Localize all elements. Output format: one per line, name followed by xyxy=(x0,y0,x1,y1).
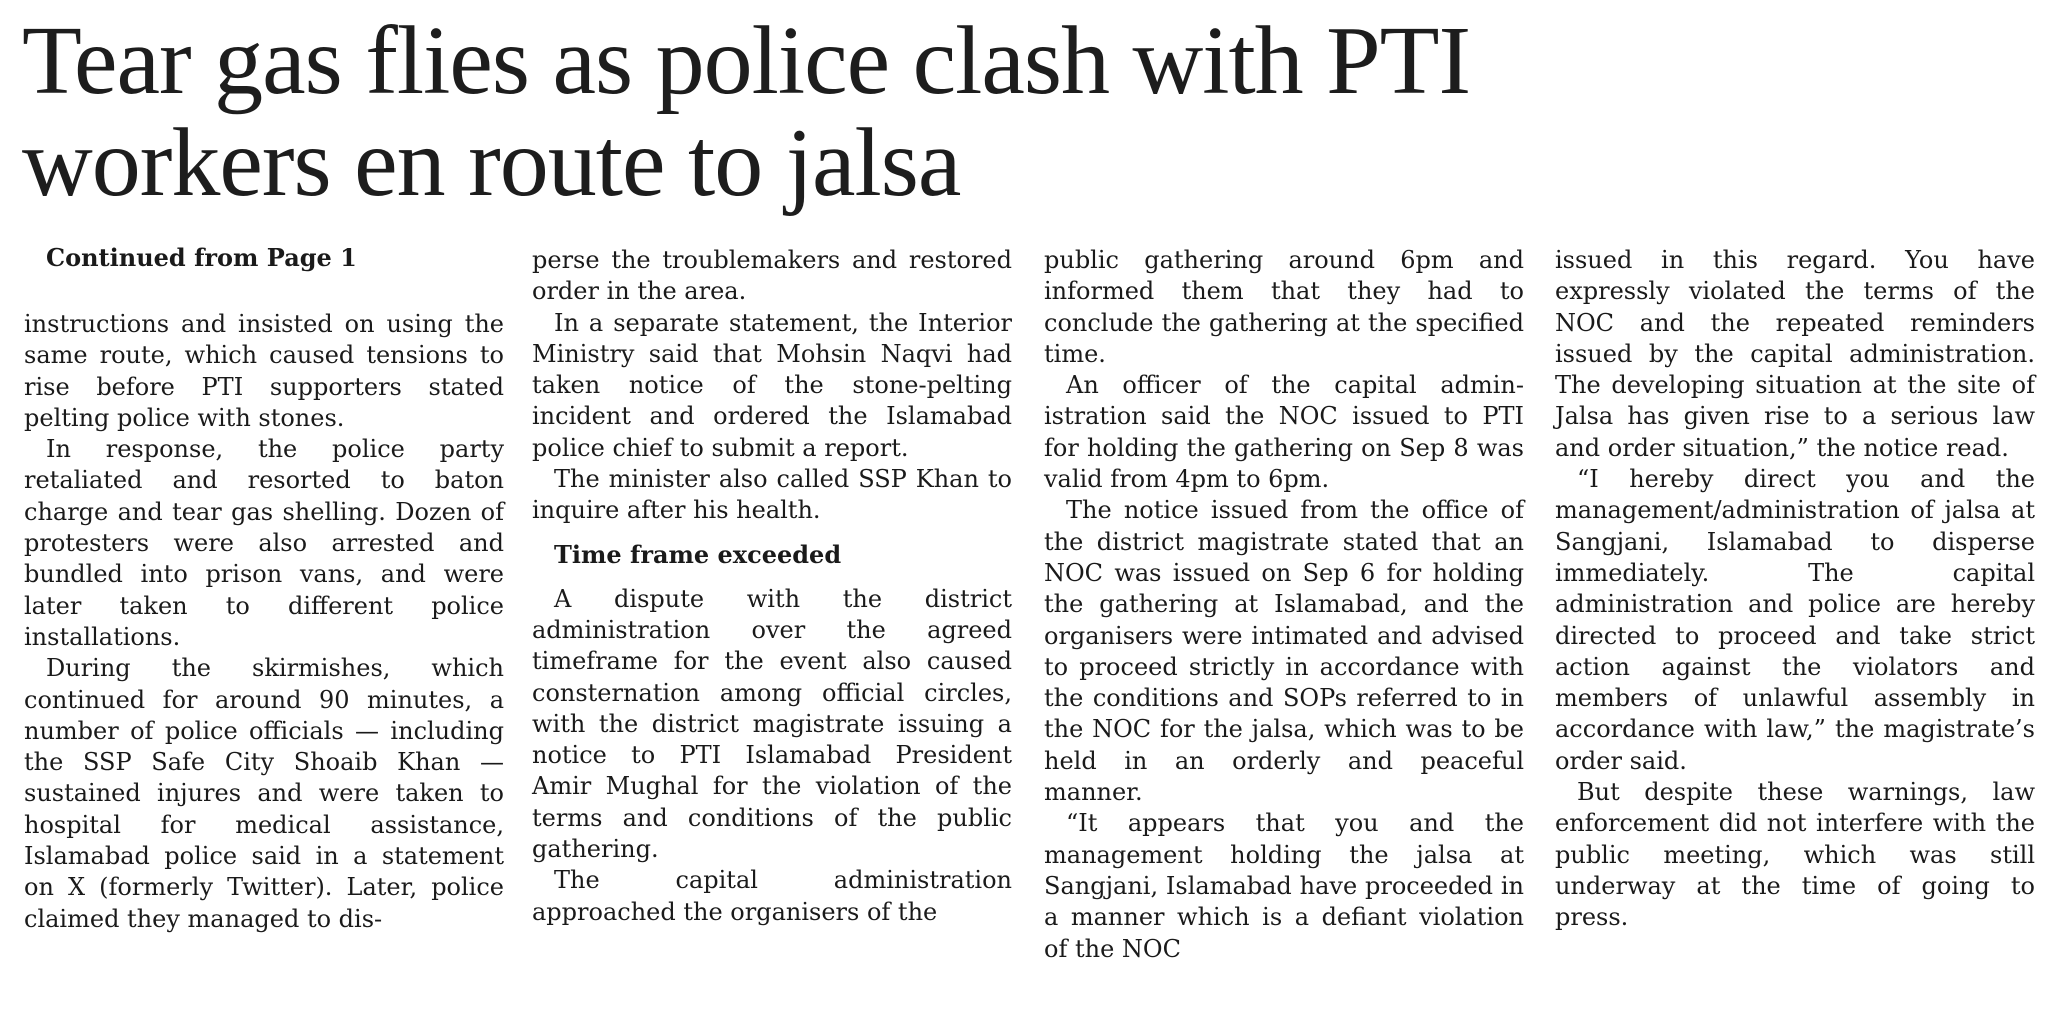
column-2 xyxy=(532,245,1012,928)
body-paragraph: The capital administration approached the organisers of the xyxy=(532,866,1012,926)
body-paragraph: “I hereby direct you and the management/administration of jalsa at Sangjani, Islamabad to disperse immediately. The capital administration and police are hereby directed to proceed and take strict action against the violators and members of unlawful assembly in accordance with law,” the magistrate’s order said. xyxy=(1555,465,2035,775)
body-paragraph: issued in this regard. You have expressly violated the terms of the NOC and the repeated reminders issued by the capital administration. The developing situation at the site of Jalsa has given rise to a serious law and order situation,” the notice read. xyxy=(1555,246,2035,462)
body-paragraph: In response, the police party retaliated and resorted to baton charge and tear gas shelling. Dozen of protesters were also arrested and bundled into prison vans, and were later taken to different police installations. xyxy=(24,435,504,651)
body-paragraph: public gathering around 6pm and informed them that they had to conclude the gathering at the specified time. xyxy=(1044,246,1524,368)
body-paragraph: During the skirmishes, which continued for around 90 minutes, a number of police officials — including the SSP Safe City Shoaib Khan — sustained injures and were taken to hospital for medical assistance, Islamabad police said in a statement on X (formerly Twitter). Later, police claimed they managed to dis- xyxy=(24,654,504,933)
body-paragraph: perse the troublemakers and restored order in the area. xyxy=(532,246,1012,306)
headline xyxy=(22,7,2022,217)
body-paragraph: The notice issued from the office of the district magistrate stated that an NOC was issued on Sep 6 for holding the gathering at Islamabad, and the organisers were intimated and advised to proceed strictly in accordance with the conditions and SOPs referred to in the NOC for the jalsa, which was to be held in an orderly and peaceful manner. xyxy=(1044,496,1524,807)
body-paragraph: A dispute with the district administration over the agreed timeframe for the event also caused consternation among official circles, with the district magistrate issuing a notice to PTI Islamabad President Amir Mughal for the violation of the terms and conditions of the public gathering. xyxy=(532,584,1012,864)
body-paragraph: An officer of the capital administration said the NOC issued to PTI for holding the gathering on Sep 8 was valid from 4pm to 6pm. xyxy=(1044,371,1524,494)
headline-line-2: workers en route to jalsa xyxy=(22,109,961,217)
body-paragraph: In a separate statement, the Interior Ministry said that Mohsin Naqvi had taken notice of the stone-pelting incident and ordered the Islamabad police chief to submit a report. xyxy=(532,308,1012,462)
headline-line-1: Tear gas flies as police clash with PTI xyxy=(22,7,1471,115)
body-paragraph: The minister also called SSP Khan to inquire after his health. xyxy=(532,465,1012,525)
column-4 xyxy=(1555,245,2035,934)
column-3 xyxy=(1044,245,1524,965)
body-paragraph: instructions and insisted on using the same route, which caused tensions to rise before PTI supporters stated pelting police with stones. xyxy=(24,310,504,432)
body-paragraph: But despite these warnings, law enforcement did not interfere with the public meeting, which was still underway at the time of going to press. xyxy=(1555,778,2035,932)
body-paragraph: “It appears that you and the management holding the jalsa at Sangjani, Islamabad have proceeded in a manner which is a defiant violation of the NOC xyxy=(1044,809,1524,963)
continued-label: Continued from Page 1 xyxy=(46,243,357,272)
section-subhead: Time frame exceeded xyxy=(554,539,842,569)
